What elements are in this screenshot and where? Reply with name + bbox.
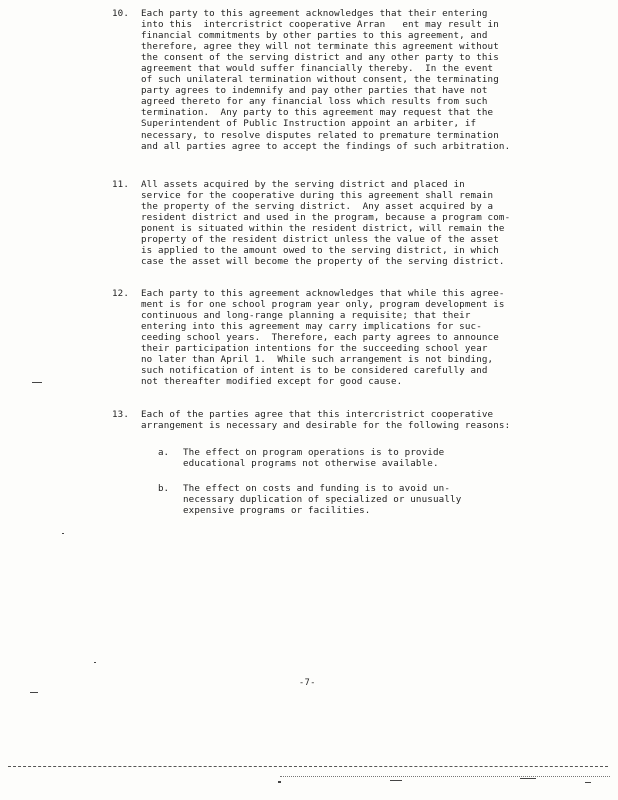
paragraph-number: 11. [112,179,130,190]
text-line: termination. Any party to this agreement may request that the [141,107,494,119]
text-line: The effect on costs and funding is to avoid un- [183,483,451,494]
text-line: necessary, to resolve disputes related to premature termination [141,129,499,141]
text-line: is applied to the amount owed to the serving district, in which [141,245,499,257]
text-line: service for the cooperative during this agreement shall remain [141,190,494,202]
paragraph-body [141,179,541,267]
text-line: ment is for one school program year only, program development is [141,299,505,311]
text-line: entering into this agreement may carry implications for suc- [141,321,482,333]
text-line: of such unilateral termination without consent, the terminating [141,74,499,86]
paragraph-body [141,8,541,152]
scan-mark [278,781,281,783]
paragraph-body [141,409,541,431]
text-line: property of the resident district unless the value of the asset [141,234,499,246]
text-line: into this intercristrict cooperative Arran ent may result in [141,19,499,31]
subparagraph-body [183,447,503,469]
text-line: necessary duplication of specialized or unusually [183,494,462,506]
text-line: The effect on program operations is to provide [183,447,445,458]
text-line: their participation intentions for the succeeding school year [141,343,488,355]
subparagraph-body [183,483,503,516]
text-line: financial commitments by other parties to this agreement, and [141,30,488,42]
scan-mark [94,662,96,663]
text-line: not thereafter modified except for good cause. [141,376,403,388]
subparagraph-label: a. [158,447,170,458]
text-line: All assets acquired by the serving district and placed in [141,179,465,190]
subparagraph-label: b. [158,483,170,494]
scan-rule [280,776,610,778]
scan-mark [30,692,38,693]
paragraph-number: 13. [112,409,130,420]
text-line: and all parties agree to accept the findings of such arbitration. [141,140,511,152]
text-line: the consent of the serving district and any other party to this [141,52,499,64]
text-line: ponent is situated within the resident district, will remain the [141,223,505,235]
text-line: Superintendent of Public Instruction appoint an arbiter, if [141,118,477,130]
scan-rule [8,766,608,768]
text-line: the property of the serving district. Any asset acquired by a [141,201,494,213]
text-line: Each of the parties agree that this intercristrict cooperative [141,409,494,420]
text-line: continuous and long-range planning a requisite; that their [141,310,471,322]
text-line: case the asset will become the property of the serving district. [141,256,505,268]
text-line: ceeding school years. Therefore, each party agrees to announce [141,332,499,344]
text-line: Each party to this agreement acknowledges that while this agree- [141,288,505,299]
text-line: no later than April 1. While such arrangement is not binding, [141,354,494,366]
paragraph-body [141,288,541,387]
page-number: -7- [299,678,316,688]
scan-mark [62,533,64,534]
scan-mark [585,782,591,783]
text-line: such notification of intent is to be considered carefully and [141,365,488,377]
scan-mark [390,780,402,781]
text-line: Each party to this agreement acknowledges that their entering [141,8,488,19]
scan-mark [32,382,42,383]
paragraph-number: 12. [112,288,130,299]
text-line: expensive programs or facilities. [183,505,371,517]
text-line: party agrees to indemnify and pay other parties that have not [141,85,488,97]
scan-mark [520,778,536,779]
text-line: agreement that would suffer financially thereby. In the event [141,63,494,75]
text-line: educational programs not otherwise available. [183,458,439,470]
text-line: therefore, agree they will not terminate this agreement without [141,41,499,53]
text-line: arrangement is necessary and desirable for the following reasons: [141,420,511,432]
paragraph-number: 10. [112,8,130,19]
text-line: agreed thereto for any financial loss which results from such [141,96,488,108]
text-line: resident district and used in the program, because a program com- [141,212,511,224]
